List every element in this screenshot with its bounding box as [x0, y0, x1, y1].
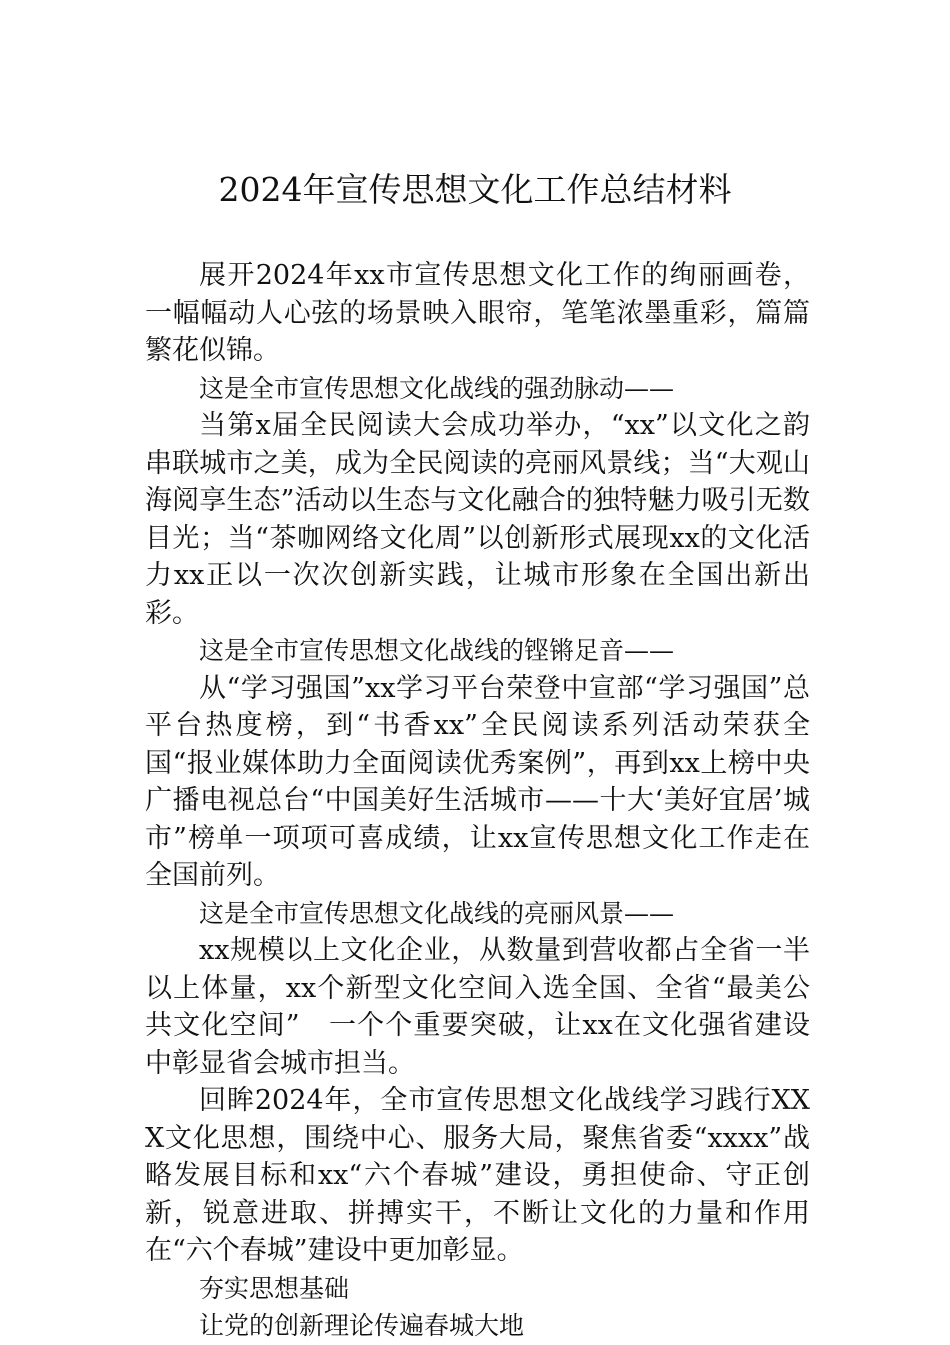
subheading-theory: 让党的创新理论传遍春城大地 — [199, 1311, 525, 1340]
paragraph-reading-events: 当第x届全民阅读大会成功举办，“xx”以文化之韵串联城市之美，成为全民阅读的亮丽风景线；当“大观山海阅享生态”活动以生态与文化融合的独特魅力吸引无数目光；当“茶咖网络文化周”以创新形式展现xx的文化活力xx正以一次次创新实践，让城市形象在全国出新出彩。 — [145, 410, 810, 629]
paragraph-achievements: 从“学习强国”xx学习平台荣登中宣部“学习强国”总平台热度榜，到“书香xx”全民阅读系列活动荣获全国“报业媒体助力全面阅读优秀案例”，再到xx上榜中央广播电视总台“中国美好生活城市——十大‘美好宜居’城市”榜单一项项可喜成绩，让xx宣传思想文化工作走在全国前列。 — [145, 672, 810, 891]
subheading-foundation: 夯实思想基础 — [199, 1273, 350, 1303]
paragraph-review: 回眸2024年，全市宣传思想文化战线学习践行XXX文化思想，围绕中心、服务大局，聚焦省委“xxxx”战略发展目标和xx“六个春城”建设，勇担使命、守正创新，锐意进取、拼搏实干，不断让文化的力量和作用在“六个春城”建设中更加彰显。 — [145, 1085, 810, 1266]
section-lead-pulse: 这是全市宣传思想文化战线的强劲脉动—— — [199, 373, 675, 403]
paragraph-cultural-enterprises: xx规模以上文化企业，从数量到营收都占全省一半以上体量，xx个新型文化空间入选全国、全省“最美公共文化空间” 一个个重要突破，让xx在文化强省建设中彰显省会城市担当。 — [145, 935, 810, 1079]
document-title: 2024年宣传思想文化工作总结材料 — [218, 170, 732, 209]
paragraph-intro: 展开2024年xx市宣传思想文化工作的绚丽画卷，一幅幅动人心弦的场景映入眼帘，笔笔浓墨重彩，篇篇繁花似锦。 — [145, 260, 810, 366]
document-body — [145, 257, 810, 1345]
section-lead-footsteps: 这是全市宣传思想文化战线的铿锵足音—— — [199, 636, 675, 665]
section-lead-scenery: 这是全市宣传思想文化战线的亮丽风景—— — [199, 898, 675, 928]
